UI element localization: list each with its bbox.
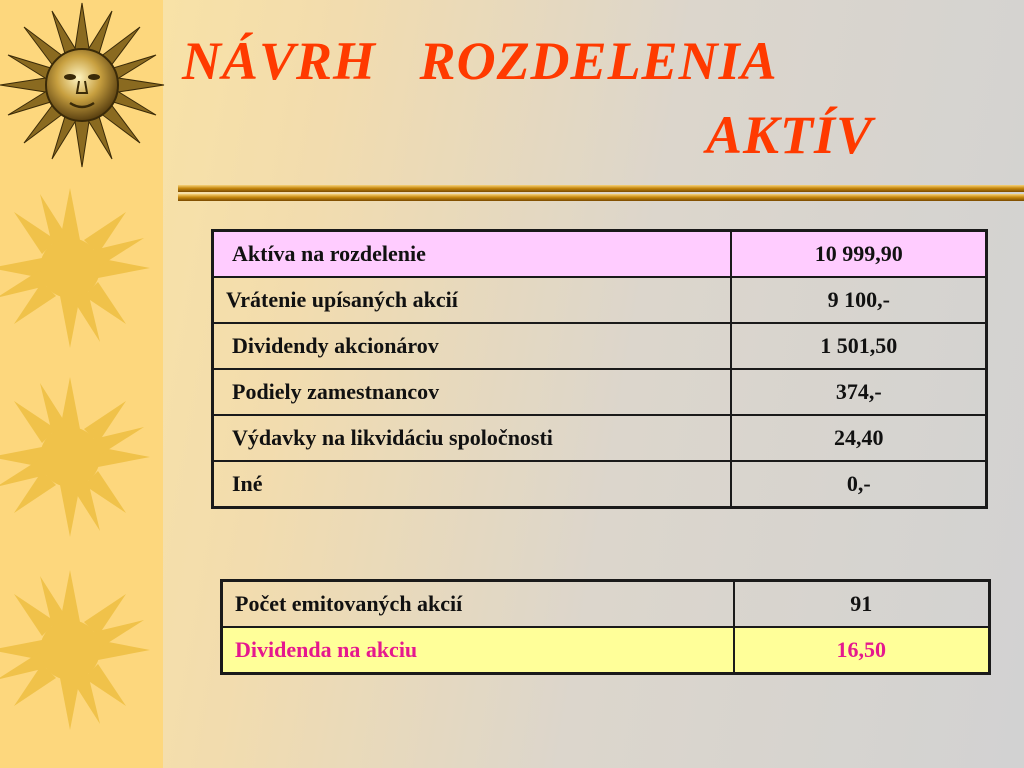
row-label: Dividendy akcionárov [213, 323, 732, 369]
row-label: Aktíva na rozdelenie [213, 231, 732, 278]
row-value: 0,- [731, 461, 986, 508]
row-label: Dividenda na akciu [222, 627, 734, 674]
table-row [213, 231, 987, 278]
table-row [213, 461, 987, 508]
row-value: 9 100,- [731, 277, 986, 323]
table-row [213, 277, 987, 323]
sun-face-icon [0, 0, 165, 170]
page-title-line-2: AKTÍV [706, 105, 874, 165]
table-row [213, 323, 987, 369]
sun-icon [0, 372, 163, 542]
row-value: 1 501,50 [731, 323, 986, 369]
row-value: 374,- [731, 369, 986, 415]
row-label: Podiely zamestnancov [213, 369, 732, 415]
row-label: Počet emitovaných akcií [222, 581, 734, 628]
row-label: Vrátenie upísaných akcií [213, 277, 732, 323]
table-row [213, 369, 987, 415]
table-row-highlight [222, 627, 990, 674]
asset-distribution-table [211, 229, 988, 509]
row-value: 10 999,90 [731, 231, 986, 278]
sun-icon [0, 562, 163, 732]
title-divider [178, 183, 1024, 203]
row-value: 16,50 [734, 627, 990, 674]
row-value: 91 [734, 581, 990, 628]
dividend-table [220, 579, 991, 675]
table-row [222, 581, 990, 628]
row-label: Iné [213, 461, 732, 508]
row-value: 24,40 [731, 415, 986, 461]
table-row [213, 415, 987, 461]
sun-icon [0, 180, 163, 350]
page-title-line-1: NÁVRH ROZDELENIA [182, 31, 778, 91]
row-label: Výdavky na likvidáciu spoločnosti [213, 415, 732, 461]
